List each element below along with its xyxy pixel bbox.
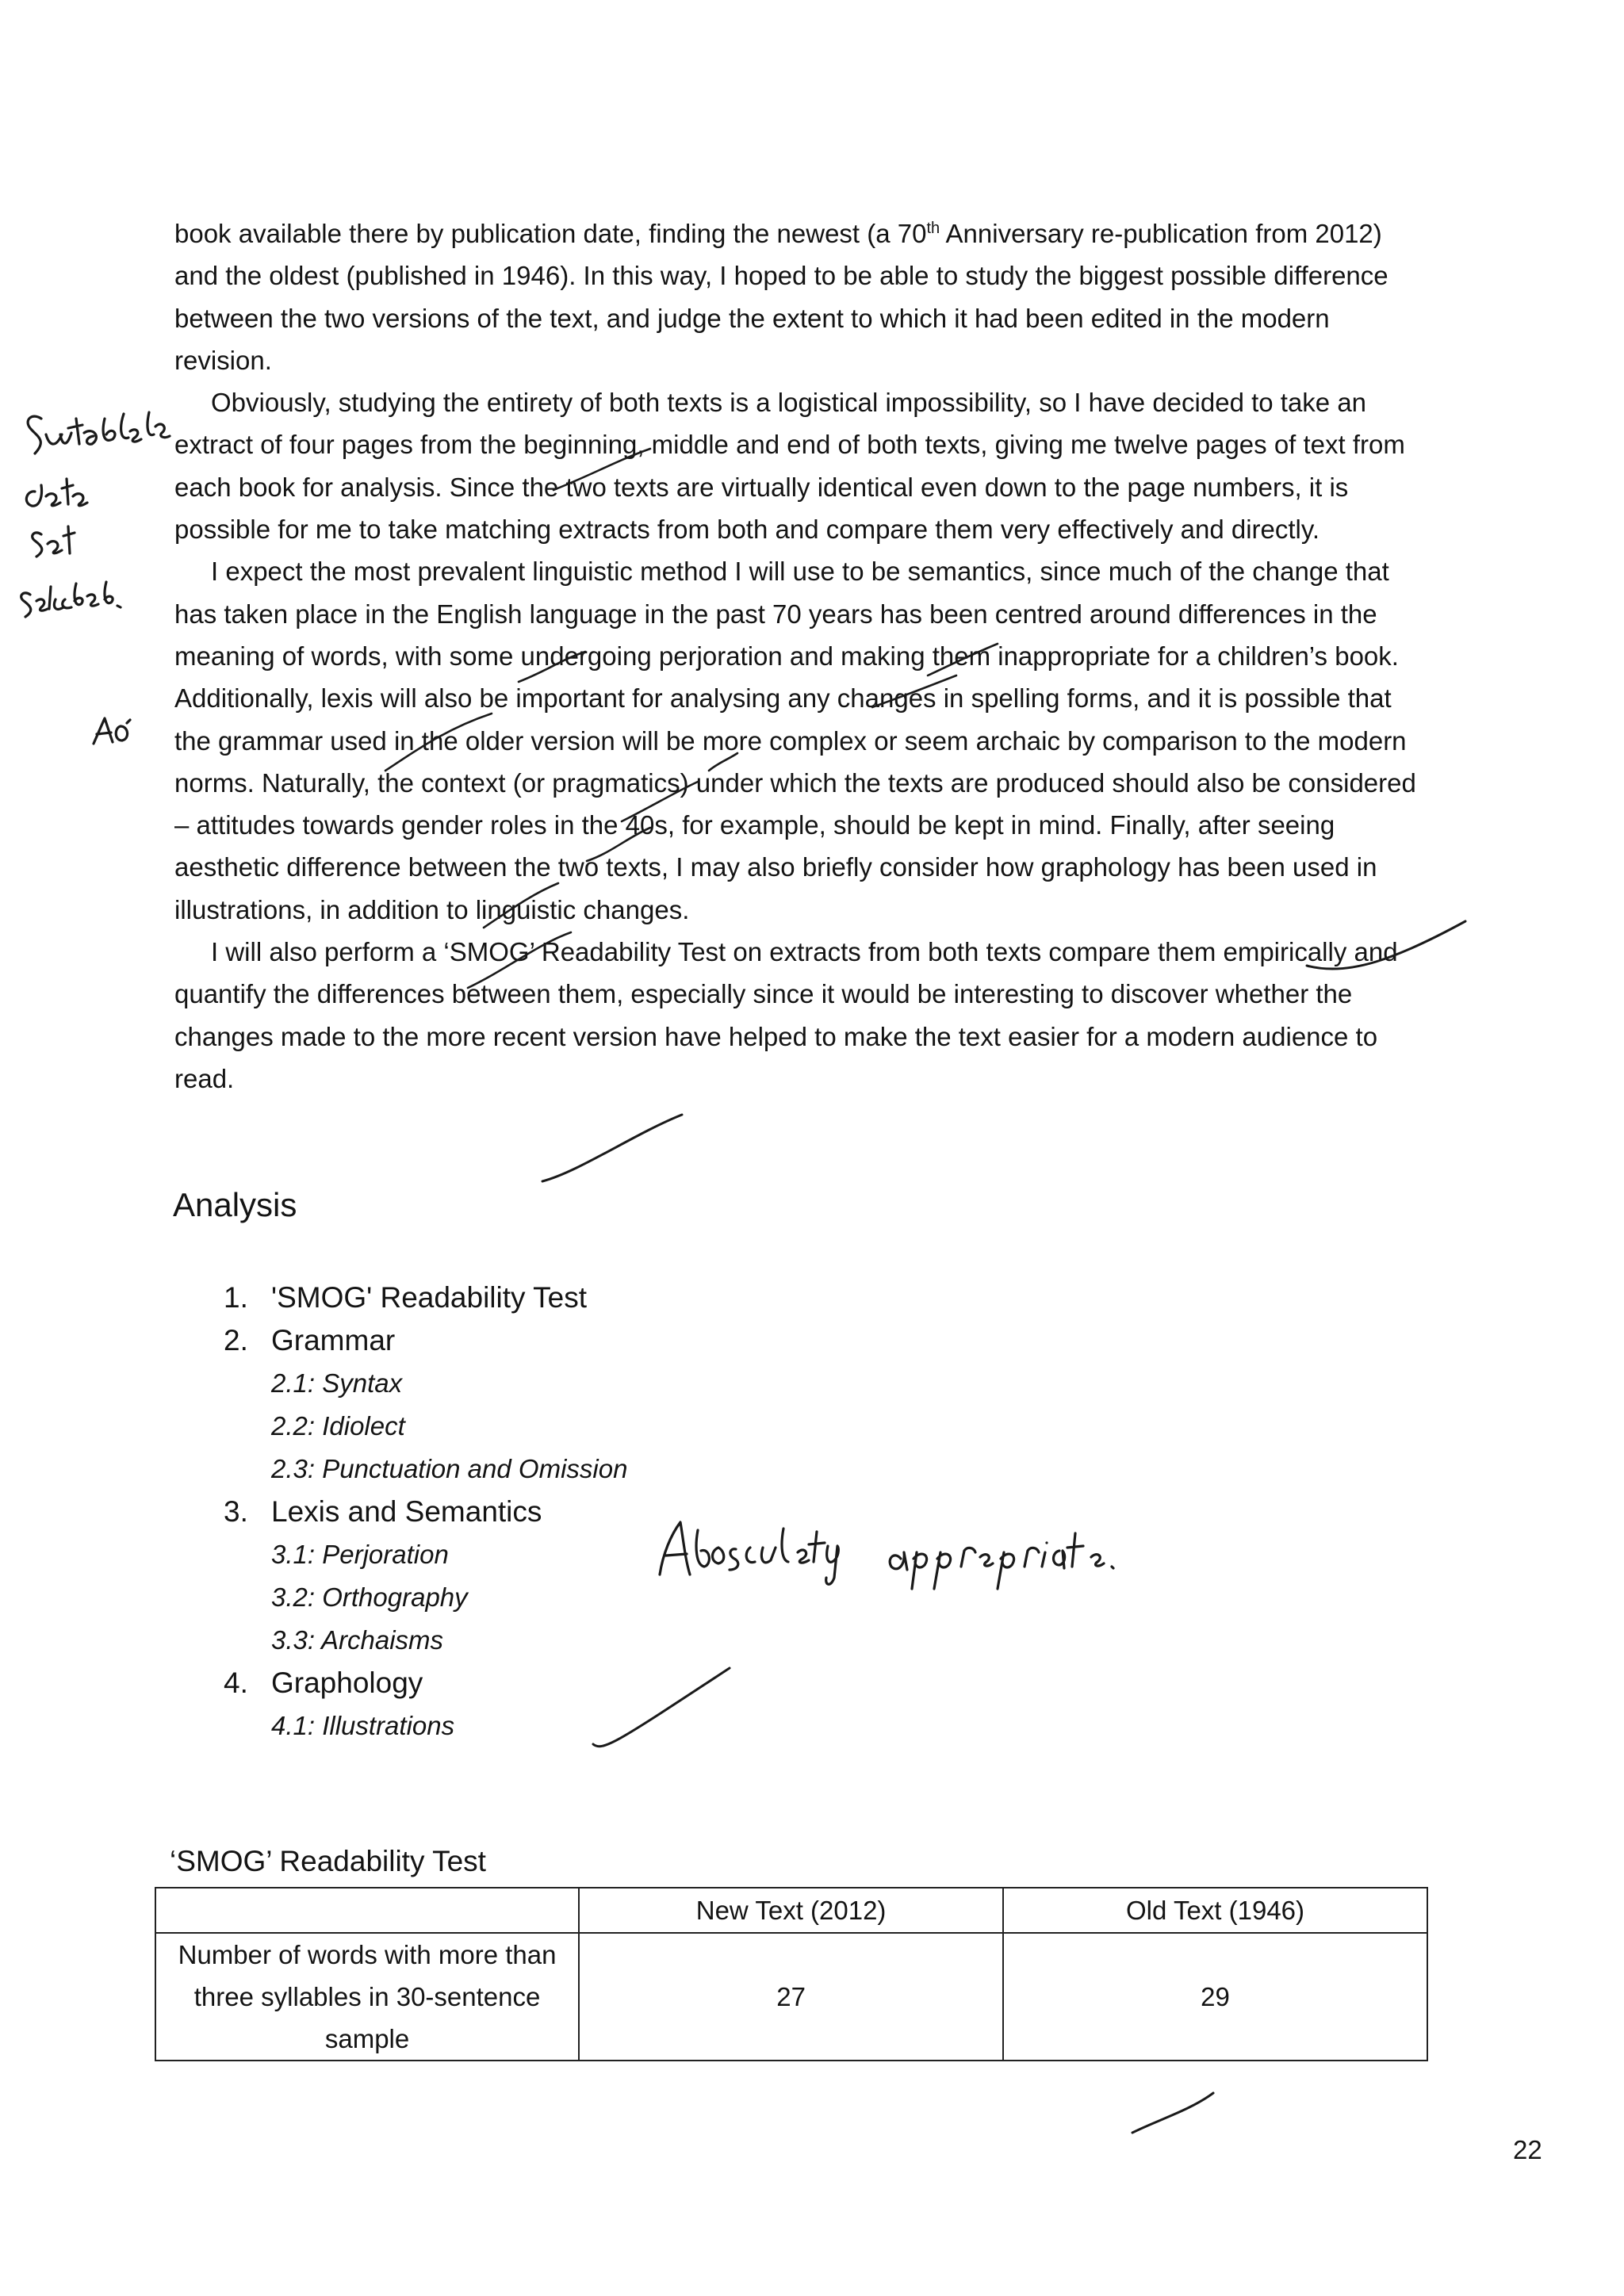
contents-subitem: 3.2: Orthography <box>271 1582 468 1612</box>
contents-sublist <box>224 1705 795 1747</box>
table-header-cell: Old Text (1946) <box>1003 1888 1427 1933</box>
contents-item-label: Graphology <box>271 1667 423 1699</box>
margin-note-handwriting <box>21 412 170 617</box>
table-cell: 27 <box>579 1933 1003 2061</box>
table-header-row <box>155 1888 1427 1933</box>
paragraph-1 <box>174 212 1427 381</box>
paragraph-4: I will also perform a ‘SMOG’ Readability Test on extracts from both texts compare them empirically and quantify the differences between them, especially since it would be interesting to discover whether the changes made to the more recent version have helped to make the text easier for a modern audience to read. <box>174 937 1398 1093</box>
contents-subitem: 4.1: Illustrations <box>271 1711 455 1740</box>
table-row <box>155 1933 1427 2061</box>
contents-subitem: 3.1: Perjoration <box>271 1540 449 1569</box>
contents-item-number: 1. <box>224 1281 248 1314</box>
table-header-cell: New Text (2012) <box>579 1888 1003 1933</box>
contents-item-number: 2. <box>224 1324 248 1357</box>
contents-item <box>224 1662 795 1747</box>
contents-subitem: 3.3: Archaisms <box>271 1625 444 1655</box>
paragraph-2: Obviously, studying the entirety of both texts is a logistical impossibility, so I have decided to take an extract of four pages from the beginning, middle and end of both texts, giving me twelve pages of text from each book for analysis. Since the two texts are virtually identical even down to the page numbers, it is possible for me to take matching extracts from both and compare them very effectively and directly. <box>174 388 1405 545</box>
analysis-contents-list <box>224 1276 795 1747</box>
ordinal-suffix: th <box>926 220 940 237</box>
contents-item-label: Lexis and Semantics <box>271 1495 542 1528</box>
contents-sublist <box>224 1362 795 1490</box>
contents-subitem: 2.1: Syntax <box>271 1368 403 1398</box>
smog-table <box>155 1887 1428 2061</box>
page-number: 22 <box>1513 2135 1542 2164</box>
contents-item <box>224 1490 795 1662</box>
paragraph-1-text: book available there by publication date, finding the newest (a 70 <box>174 219 927 248</box>
paragraph-1-text-cont: Anniversary re-publication from 2012) and the oldest (published in 1946). In this way, I hoped to be able to study the biggest possible difference between the two versions of the text, and judge the extent to which it had been edited in the modern revision. <box>174 219 1388 375</box>
contents-item-label: Grammar <box>271 1324 396 1357</box>
body-text <box>174 212 1427 1100</box>
paragraph-3: I expect the most prevalent linguistic method I will use to be semantics, since much of the change that has taken place in the English language in the past 70 years has been centred around differences in the meaning of words, with some undergoing perjoration and making them inappropriate for a children’s book. Additionally, lexis will also be important for analysing any changes in spelling forms, and it is possible that the grammar used in the older version will be more complex or seem archaic by comparison to the modern norms. Naturally, the context (or pragmatics) under which the texts are produced should also be considered – attitudes towards gender roles in the 40s, for example, should be kept in mind. Finally, after seeing aesthetic difference between the two texts, I may also briefly consider how graphology has been used in illustrations, in addition to linguistic changes. <box>174 557 1416 924</box>
contents-item <box>224 1319 795 1490</box>
table-title: ‘SMOG’ Readability Test <box>170 1845 486 1877</box>
table-header-cell <box>155 1888 579 1933</box>
contents-subitem: 2.2: Idiolect <box>271 1411 405 1441</box>
contents-subitem: 2.3: Punctuation and Omission <box>271 1454 628 1483</box>
contents-item-number: 3. <box>224 1495 248 1528</box>
contents-item-label: 'SMOG' Readability Test <box>271 1281 587 1314</box>
contents-sublist <box>224 1533 795 1662</box>
table-cell: Number of words with more than three syllables in 30-sentence sample <box>155 1933 579 2061</box>
table-cell: 29 <box>1003 1933 1427 2061</box>
margin-note-ao <box>94 718 130 744</box>
contents-item-number: 4. <box>224 1667 248 1699</box>
analysis-heading: Analysis <box>173 1186 297 1223</box>
contents-item <box>224 1276 795 1319</box>
